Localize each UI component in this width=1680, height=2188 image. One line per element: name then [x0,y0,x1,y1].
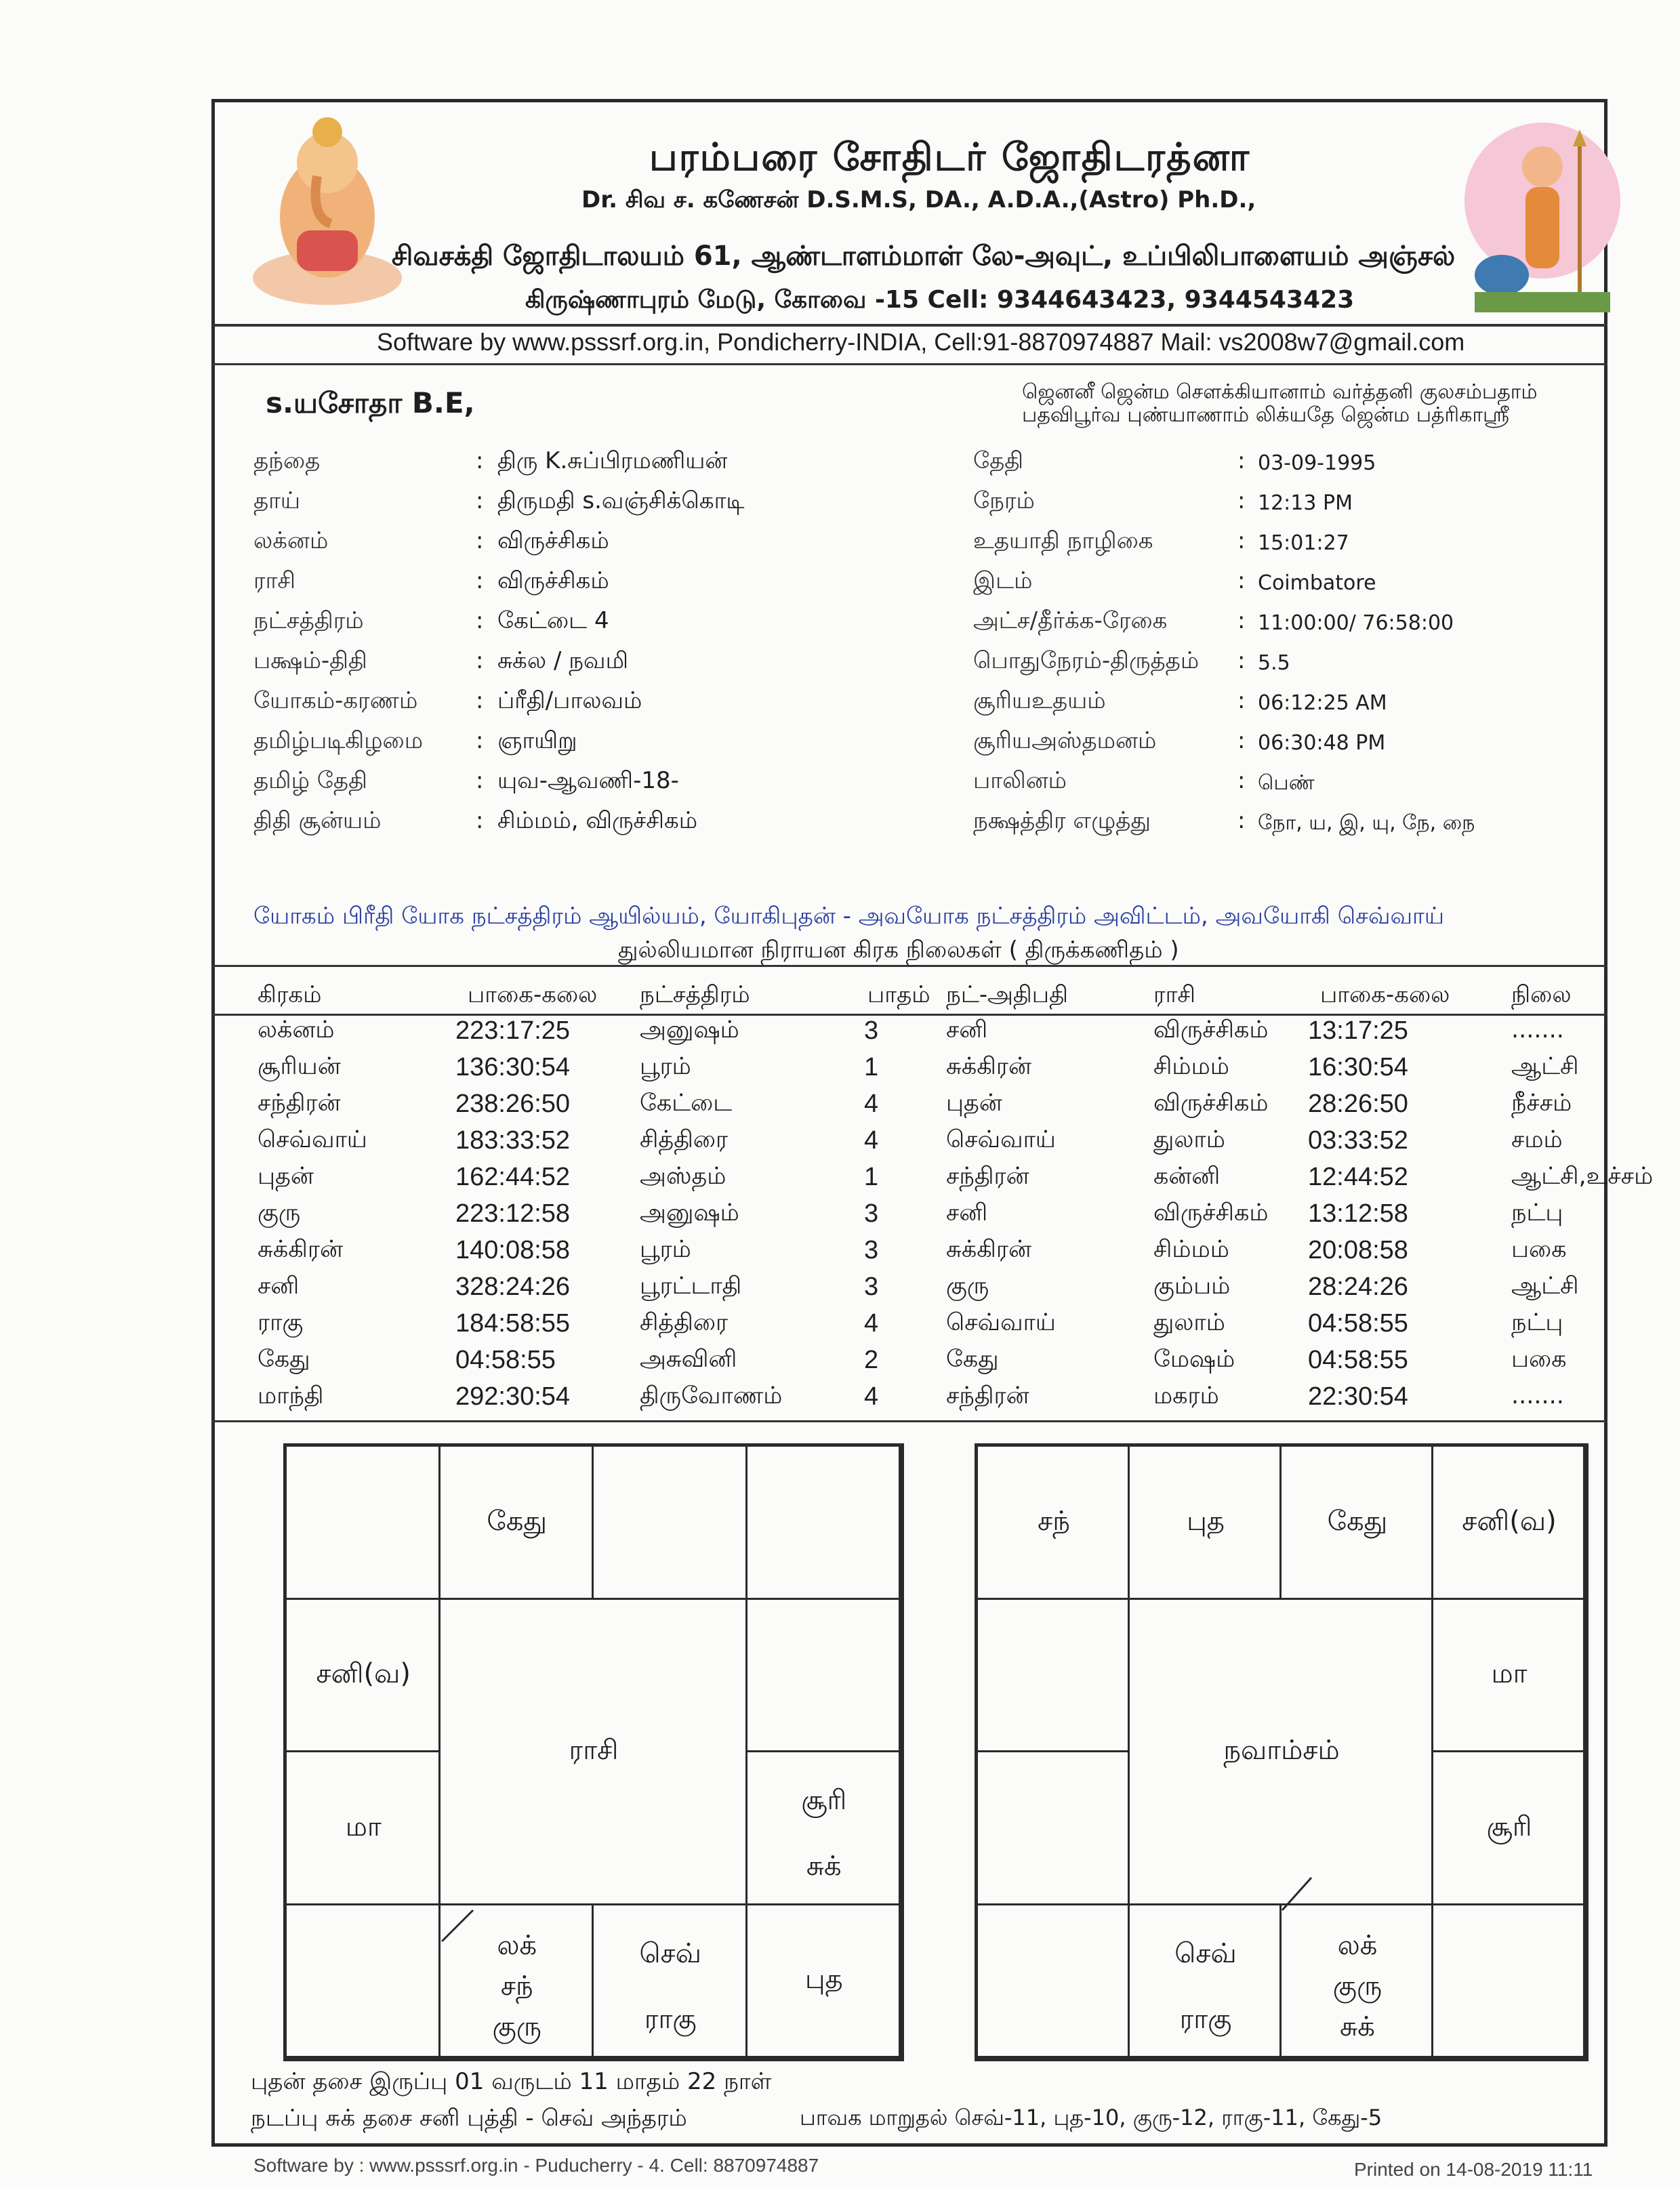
table-cell: சுக்கிரன் [258,1236,343,1263]
chart-planet-label: மா [345,1811,382,1842]
detail-colon: : [476,607,484,634]
detail-colon: : [476,527,484,554]
table-cell: சுக்கிரன் [946,1053,1031,1080]
table-cell: செவ்வாய் [946,1309,1056,1336]
chart-planet-label: சூரி [801,1785,847,1817]
table-cell: 4 [864,1126,879,1155]
detail-value: 03-09-1995 [1258,451,1376,475]
table-cell: அஸ்தம் [640,1163,726,1190]
table-cell: 184:58:55 [455,1309,571,1338]
table-row [258,1346,1613,1382]
table-row [258,1199,1613,1236]
table-cell: பூரம் [640,1053,691,1080]
table-cell: திருவோணம் [640,1382,783,1409]
detail-label: நட்சத்திரம் [253,607,364,634]
detail-colon: : [476,487,484,514]
table-cell: 22:30:54 [1308,1382,1408,1411]
yoga-line: யோகம் பிரீதி யோக நட்சத்திரம் ஆயில்யம், யோகிபுதன் - அவயோக நட்சத்திரம் அவிட்டம், அவயோகி செவ்வாய் [253,903,1444,930]
table-cell: 1 [864,1163,879,1191]
table-cell: 238:26:50 [455,1090,571,1118]
table-cell: மாந்தி [258,1382,324,1409]
detail-label: உதயாதி நாழிகை [973,527,1153,554]
detail-label: பாலினம் [973,767,1067,794]
table-row [258,1236,1613,1273]
table-cell: கேது [258,1346,310,1373]
current-dasa: நடப்பு சுக் தசை சனி புத்தி - செவ் அந்தரம் [251,2105,687,2132]
detail-value: 06:30:48 PM [1258,731,1386,755]
table-header-divider [211,1014,1607,1016]
table-row [258,1016,1613,1053]
bhavaka-change: பாவக மாறுதல் செவ்-11, புத-10, குரு-12, ராகு-11, கேது-5 [800,2105,1382,2130]
table-cell: ....... [1511,1382,1564,1409]
table-header-cell: கிரகம் [258,981,322,1008]
table-header-cell: நிலை [1511,981,1572,1008]
chart-lagna-mark [978,1447,1585,2058]
table-cell: 04:58:55 [455,1346,556,1374]
detail-colon: : [476,727,484,754]
table-cell: 292:30:54 [455,1382,571,1411]
detail-colon: : [476,447,484,474]
detail-value: ஞாயிறு [497,727,577,754]
table-cell: ஆட்சி,உச்சம் [1511,1163,1654,1190]
murugan-image-icon [1461,119,1624,323]
table-cell: அனுஷம் [640,1016,739,1044]
detail-label: லக்னம் [253,527,329,554]
detail-label: தமிழ் தேதி [253,767,367,794]
chart-planet-label: சனி(வ) [1462,1505,1557,1537]
detail-label: யோகம்-கரணம் [253,687,418,714]
table-cell: கேது [946,1346,999,1373]
chart-planet-label: சனி(வ) [316,1658,411,1690]
chart-planet-label: சுக் [806,1851,842,1882]
detail-value: விருச்சிகம் [497,527,609,554]
table-header-cell: நட்-அதிபதி [946,981,1068,1008]
detail-label: தாய் [253,487,301,514]
detail-value: விருச்சிகம் [497,567,609,594]
table-header-cell: ராசி [1153,981,1195,1008]
table-cell: பகை [1511,1346,1567,1373]
detail-colon: : [1237,487,1246,514]
table-cell: குரு [258,1199,301,1226]
table-cell: 140:08:58 [455,1236,571,1264]
table-row [258,1273,1613,1309]
table-cell: துலாம் [1153,1309,1225,1336]
table-header-cell: பாகை-கலை [468,981,598,1008]
janani-verse [1022,381,1538,427]
table-row [258,1382,1613,1419]
rasi-chart [283,1443,904,2061]
table-cell: 3 [864,1236,879,1264]
detail-value: நோ, ய, இ, யு, நே, நை [1258,811,1475,835]
table-cell: நட்பு [1511,1199,1563,1226]
detail-colon: : [1237,767,1246,794]
table-cell: விருச்சிகம் [1153,1199,1269,1226]
chart-center-label: ராசி [569,1735,619,1766]
table-cell: சந்திரன் [946,1382,1029,1409]
detail-label: தமிழ்படிகிழமை [253,727,424,754]
detail-colon: : [1237,527,1246,554]
table-cell: கன்னி [1153,1163,1221,1190]
detail-value: சுக்ல / நவமி [497,647,629,674]
table-cell: 223:12:58 [455,1199,571,1228]
detail-label: ராசி [253,567,295,594]
table-row [258,1309,1613,1346]
planet-table-header [258,981,1613,1011]
detail-value: ப்ரீதி/பாலவம் [497,687,642,714]
detail-label: நேரம் [973,487,1035,514]
table-cell: 1 [864,1053,879,1081]
table-cell: புதன் [946,1090,1002,1117]
dasa-balance: புதன் தசை இருப்பு 01 வருடம் 11 மாதம் 22 நாள் [251,2068,772,2095]
detail-colon: : [476,807,484,834]
detail-colon: : [476,647,484,674]
detail-value: யுவ-ஆவணி-18- [497,767,679,794]
table-cell: சந்திரன் [258,1090,341,1117]
table-cell: 20:08:58 [1308,1236,1408,1264]
chart-center-label: நவாம்சம் [1223,1735,1340,1766]
detail-colon: : [1237,807,1246,834]
table-cell: நட்பு [1511,1309,1563,1336]
table-cell: சந்திரன் [946,1163,1029,1190]
table-cell: 136:30:54 [455,1053,571,1081]
table-cell: ராகு [258,1309,304,1336]
detail-value: திருமதி s.வஞ்சிக்கொடி [497,487,745,514]
table-cell: பகை [1511,1236,1567,1263]
table-row [258,1053,1613,1090]
chart-planet-label: செவ் [639,1937,702,1969]
table-cell: புதன் [258,1163,314,1190]
table-cell: 12:44:52 [1308,1163,1408,1191]
table-cell: 04:58:55 [1308,1309,1408,1338]
chart-planet-label: கேது [1327,1505,1388,1537]
table-cell: குரு [946,1273,989,1300]
table-cell: ஆட்சி [1511,1053,1579,1080]
detail-label: சூரியஉதயம் [973,687,1106,714]
detail-label: அட்ச/தீர்க்க-ரேகை [973,607,1168,634]
chart-planet-label: ராகு [1179,2003,1232,2035]
table-cell: 162:44:52 [455,1163,571,1191]
table-cell: 13:17:25 [1308,1016,1408,1045]
software-credit: Software by www.psssrf.org.in, Pondicherry-INDIA, Cell:91-8870974887 Mail: vs2008w7@gmail.com [377,328,1465,356]
table-cell: அசுவினி [640,1346,737,1373]
table-row [258,1126,1613,1163]
table-cell: 28:26:50 [1308,1090,1408,1118]
table-cell: சித்திரை [640,1309,729,1336]
table-cell: 2 [864,1346,879,1374]
address-line-1: சிவசக்தி ஜோதிடாலயம் 61, ஆண்டாளம்மாள் லே-அவுட், உப்பிலிபாளையம் அஞ்சல் [392,241,1456,272]
table-cell: நீச்சம் [1511,1090,1572,1117]
table-header-cell: நட்சத்திரம் [640,981,750,1008]
table-cell: சிம்மம் [1153,1236,1229,1263]
table-cell: 03:33:52 [1308,1126,1408,1155]
chart-planet-label: ராகு [644,2003,697,2035]
table-cell: சனி [258,1273,300,1300]
janani-verse-line: பதவிபூர்வ புண்யாணாம் லிக்யதே ஜென்ம பத்ரிகாஸ்ரீ [1022,403,1510,427]
table-cell: 16:30:54 [1308,1053,1408,1081]
detail-value: 15:01:27 [1258,531,1349,555]
detail-value: பெண் [1258,771,1315,795]
chart-planet-label: சுக் [1340,2011,1375,2043]
table-cell: விருச்சிகம் [1153,1016,1269,1044]
table-cell: 28:24:26 [1308,1273,1408,1301]
table-cell: சூரியன் [258,1053,341,1080]
chart-planet-label: சந் [1038,1505,1070,1537]
table-header-cell: பாதம் [867,981,930,1008]
table-cell: சமம் [1511,1126,1563,1153]
table-cell: ஆட்சி [1511,1273,1579,1300]
chart-planet-label: குரு [492,2011,541,2043]
detail-label: நக்ஷத்திர எழுத்து [973,807,1151,834]
detail-label: தந்தை [253,447,321,474]
detail-label: பக்ஷம்-திதி [253,647,367,674]
table-cell: சித்திரை [640,1126,729,1153]
table-cell: கேட்டை [640,1090,733,1117]
detail-colon: : [1237,687,1246,714]
table-cell: 13:12:58 [1308,1199,1408,1228]
table-cell: சனி [946,1016,988,1044]
table-cell: பூரட்டாதி [640,1273,742,1300]
table-header-cell: பாகை-கலை [1320,981,1450,1008]
table-cell: பூரம் [640,1236,691,1263]
detail-value: 06:12:25 AM [1258,691,1387,715]
table-row [258,1090,1613,1126]
detail-colon: : [1237,727,1246,754]
detail-value: சிம்மம், விருச்சிகம் [497,807,698,834]
table-cell: ....... [1511,1016,1564,1044]
table-cell: 223:17:25 [455,1016,571,1045]
chart-planet-label: சூரி [1486,1811,1532,1842]
janani-verse-line: ஜெனனீ ஜென்ம சௌக்கியானாம் வர்த்தனி குலசம்பதாம் [1022,380,1538,404]
chart-planet-label: கேது [487,1505,548,1537]
detail-value: கேட்டை 4 [497,607,609,634]
table-cell: 04:58:55 [1308,1346,1408,1374]
detail-label: பொதுநேரம்-திருத்தம் [973,647,1200,674]
table-cell: விருச்சிகம் [1153,1090,1269,1117]
detail-colon: : [476,767,484,794]
chart-planet-label: சந் [500,1970,533,2002]
detail-label: தேதி [973,447,1024,474]
detail-colon: : [1237,647,1246,674]
detail-value: 11:00:00/ 76:58:00 [1258,611,1454,635]
chart-planet-label: மா [1491,1658,1528,1690]
printed-on: Printed on 14-08-2019 11:11 [1354,2159,1593,2180]
chart-planet-label: செவ் [1174,1937,1237,1969]
table-cell: செவ்வாய் [946,1126,1056,1153]
detail-label: திதி சூன்யம் [253,807,382,834]
table-cell: 4 [864,1382,879,1411]
table-cell: 3 [864,1199,879,1228]
table-cell: 4 [864,1090,879,1118]
table-cell: மேஷம் [1153,1346,1235,1373]
table-cell: கும்பம் [1153,1273,1231,1300]
table-cell: அனுஷம் [640,1199,739,1226]
detail-colon: : [476,687,484,714]
chart-planet-label: லக் [497,1930,537,1962]
table-cell: சிம்மம் [1153,1053,1229,1080]
detail-colon: : [476,567,484,594]
table-cell: சுக்கிரன் [946,1236,1031,1263]
software-footer: Software by : www.psssrf.org.in - Puducherry - 4. Cell: 8870974887 [253,2155,819,2176]
table-cell: 3 [864,1016,879,1045]
navamsa-chart [975,1443,1589,2061]
detail-colon: : [1237,607,1246,634]
detail-value: 12:13 PM [1258,491,1353,515]
ganesha-image-icon [249,108,405,312]
chart-planet-label: புத [1187,1505,1225,1537]
chart-lagna-mark [287,1447,901,2058]
table-row [258,1163,1654,1199]
table-cell: லக்னம் [258,1016,335,1044]
detail-colon: : [1237,447,1246,474]
address-line-2: கிருஷ்ணாபுரம் மேடு, கோவை -15 Cell: 9344643423, 9344543423 [525,286,1355,314]
table-cell: 328:24:26 [455,1273,571,1301]
astrologer-subtitle: Dr. சிவ ச. கணேசன் D.S.M.S, DA., A.D.A.,(Astro) Ph.D., [581,186,1256,213]
detail-colon: : [1237,567,1246,594]
chart-planet-label: புத [804,1964,843,1996]
detail-value: 5.5 [1258,651,1290,675]
astrologer-title: பரம்பரை சோதிடர் ஜோதிடரத்னா [649,136,1251,180]
detail-value: திரு K.சுப்பிரமணியன் [497,447,728,474]
table-cell: 183:33:52 [455,1126,571,1155]
chart-planet-label: லக் [1337,1930,1378,1962]
table-cell: 4 [864,1309,879,1338]
table-cell: 3 [864,1273,879,1301]
detail-label: சூரியஅஸ்தமனம் [973,727,1157,754]
detail-label: இடம் [973,567,1033,594]
table-cell: துலாம் [1153,1126,1225,1153]
header-divider [211,324,1607,327]
detail-value: Coimbatore [1258,571,1376,595]
table-cell: சனி [946,1199,988,1226]
software-divider [211,363,1607,365]
table-cell: செவ்வாய் [258,1126,367,1153]
table-bottom-divider [211,1420,1607,1422]
table-cell: மகரம் [1153,1382,1219,1409]
planet-positions-heading: துல்லியமான நிராயன கிரக நிலைகள் ( திருக்கணிதம் ) [618,936,1179,964]
chart-planet-label: குரு [1332,1970,1382,2002]
person-name: s.யசோதா B.E, [266,386,475,419]
